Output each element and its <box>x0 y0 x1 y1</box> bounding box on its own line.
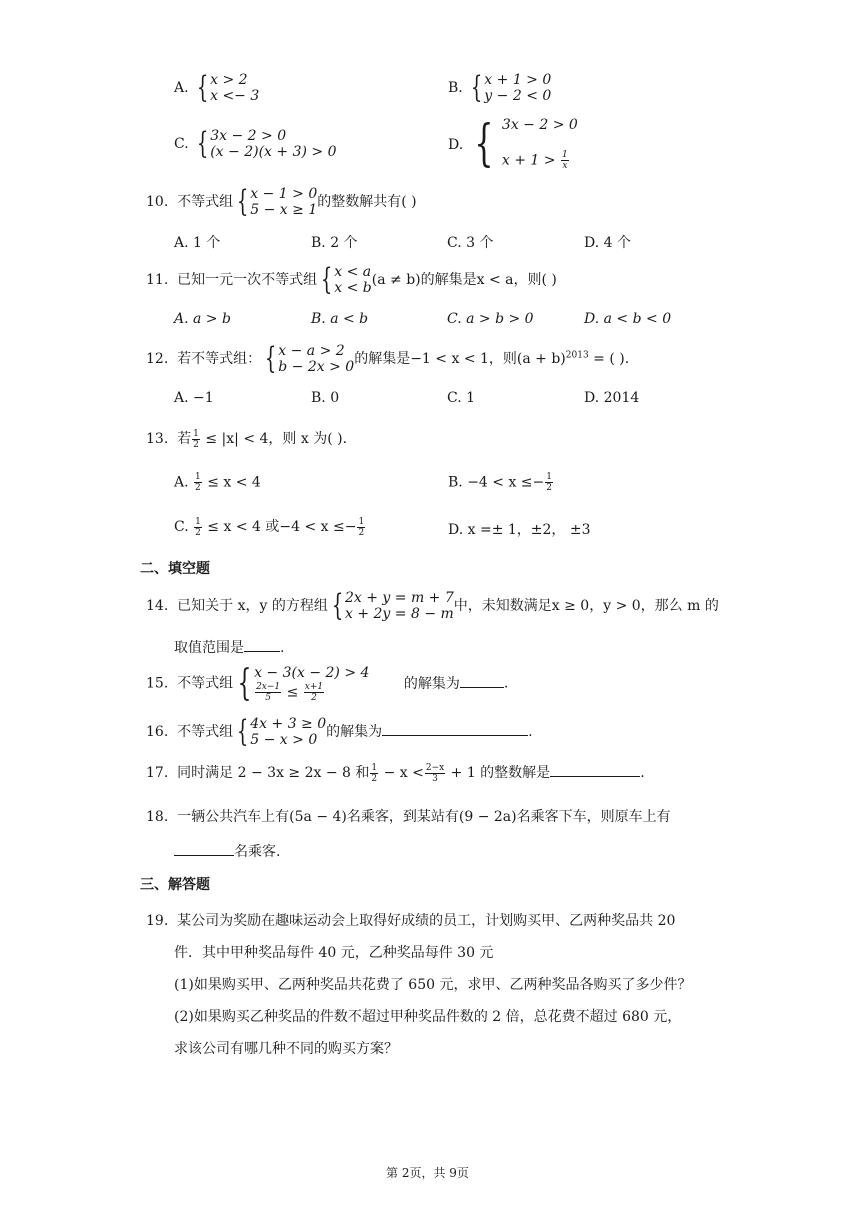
equation-system: { x > 2 x <− 3 <box>196 70 260 105</box>
question-19-part1: (1)如果购买甲、乙两种奖品共花费了 650 元，求甲、乙两种奖品各购买了多少件？ <box>174 977 692 993</box>
question-15: 15. 不等式组 { x − 3(x − 2) > 4 $\frac{2x-1}{5}$ ≤ $\frac{x+1}{2}$ 的解集为 . <box>146 662 509 704</box>
question-12: 12. 若不等式组： { x − a > 2 b − 2x > 0 的解集是−1 < x < 1，则$(a + b)^{2013}$ = ( ). <box>146 341 630 376</box>
page-footer: 第 2页，共 9页 <box>386 1166 469 1180</box>
q10-option-c: C. 3 个 <box>447 235 494 251</box>
question-13: 13. 若 $\frac{1}{2}$ ≤ |x| < 4，则 x 为( ). <box>146 428 348 450</box>
question-19: 19. 某公司为奖励在趣味运动会上取得好成绩的员工，计划购买甲、乙两种奖品共 20 <box>146 913 676 929</box>
question-18-line2: 名乘客. <box>174 841 280 861</box>
q9-option-d: D. { 3x − 2 > 0 x + 1 > $\frac{1}{x}$ <box>448 114 578 172</box>
q9-option-c: C. { 3x − 2 > 0 (x − 2)(x + 3) > 0 <box>174 126 337 161</box>
q11-option-b: B. a < b <box>311 311 369 327</box>
q9-option-b: B. { x + 1 > 0 y − 2 < 0 <box>448 70 552 105</box>
q13-option-b: B. −4 < x ≤− $\frac{1}{2}$ <box>448 472 552 493</box>
section-heading-solutions: 三、解答题 <box>140 877 210 893</box>
question-11: 11. 已知一元一次不等式组 { x < a x < b (a ≠ b)的解集是x < a，则( ) <box>146 262 557 297</box>
q10-option-a: A. 1 个 <box>174 235 221 251</box>
q12-option-a: A. −1 <box>174 390 214 406</box>
answer-blank <box>174 843 234 856</box>
answer-blank <box>460 675 504 688</box>
equation-system: { 3x − 2 > 0 x + 1 > $\frac{1}{x}$ <box>474 114 578 172</box>
q11-option-c: C. a > b > 0 <box>447 311 534 327</box>
equation-system: { x + 1 > 0 y − 2 < 0 <box>471 70 552 105</box>
answer-blank <box>244 639 280 652</box>
section-heading-fill-in: 二、填空题 <box>140 561 210 577</box>
question-14-line2: 取值范围是 . <box>174 640 285 656</box>
q10-option-d: D. 4 个 <box>584 235 631 251</box>
q10-option-b: B. 2 个 <box>311 235 358 251</box>
question-16: 16. 不等式组 { 4x + 3 ≥ 0 5 − x > 0 的解集为 . <box>146 714 533 749</box>
answer-blank <box>382 723 528 736</box>
q12-option-b: B. 0 <box>311 390 340 406</box>
equation-system: { 3x − 2 > 0 (x − 2)(x + 3) > 0 <box>196 126 337 161</box>
answer-blank <box>550 764 640 777</box>
question-10: 10. 不等式组 { x − 1 > 0 5 − x ≥ 1 的整数解共有( ) <box>146 184 417 219</box>
question-19-part2: (2)如果购买乙种奖品的件数不超过甲种奖品件数的 2 倍，总花费不超过 680 元， <box>174 1009 682 1025</box>
q11-option-a: A. a > b <box>174 311 231 327</box>
question-14: 14. 已知关于 x，y 的方程组 { 2x + y = m + 7 x + 2y = 8 − m 中，未知数满足x ≥ 0，y > 0，那么 m 的 <box>146 588 719 623</box>
q13-option-c: C. $\frac{1}{2}$ ≤ x < 4 或−4 < x ≤− $\frac{1}{2}$ <box>174 516 365 538</box>
question-17: 17. 同时满足 2 − 3x ≥ 2x − 8 和 $\frac{1}{2}$ − x < $\frac{2-x}{3}$ + 1 的整数解是 . <box>146 762 645 784</box>
question-19-part2-line2: 求该公司有哪几种不同的购买方案？ <box>174 1041 398 1057</box>
q11-option-d: D. a < b < 0 <box>584 311 672 327</box>
q13-option-a: A. $\frac{1}{2}$ ≤ x < 4 <box>174 472 261 493</box>
q13-option-d: D. x =± 1，±2， ±3 <box>448 522 591 538</box>
q12-option-c: C. 1 <box>447 390 476 406</box>
q9-option-a: A. { x > 2 x <− 3 <box>174 70 260 105</box>
question-19-line2: 件．其中甲种奖品每件 40 元，乙种奖品每件 30 元 <box>174 945 494 961</box>
question-18: 18. 一辆公共汽车上有(5a − 4)名乘客，到某站有(9 − 2a)名乘客下车，则原车上有 <box>146 809 671 825</box>
q12-option-d: D. 2014 <box>584 390 640 406</box>
